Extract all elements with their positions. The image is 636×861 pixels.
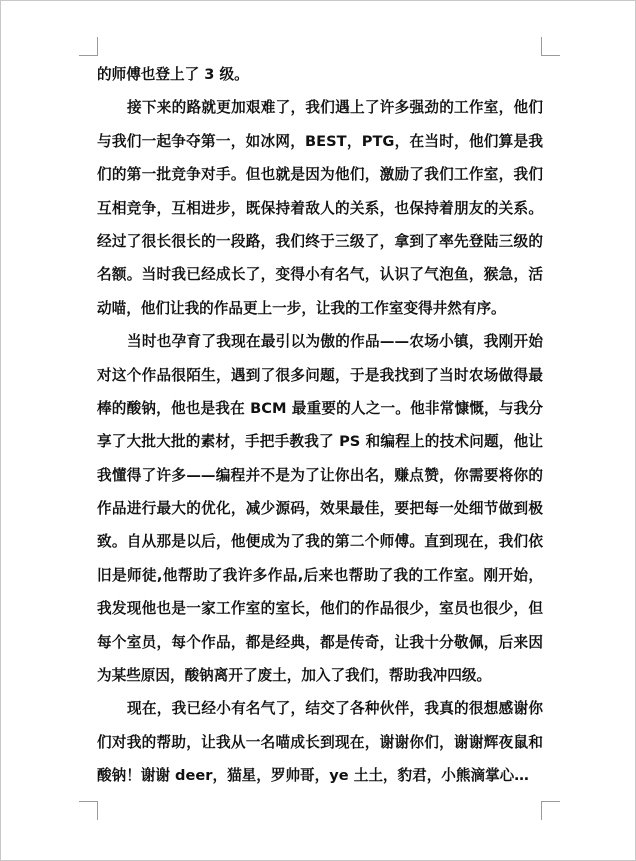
crop-mark-bottom-right: [541, 801, 560, 820]
text-line: 致。自从那是以后，他便成为了我的第二个师傅。直到现在，我们依: [97, 533, 543, 551]
text-line: 与我们一起争夺第一，如冰网，BEST，PTG，在当时，他们算是我: [97, 132, 543, 150]
text-line: 棒的酸钠，他也是我在 BCM 最重要的人之一。他非常慷慨，与我分: [97, 399, 543, 417]
text-line: 对这个作品很陌生，遇到了很多问题，于是我找到了当时农场做得最: [97, 366, 543, 384]
text-line: 互相竞争，互相进步，既保持着敌人的关系，也保持着朋友的关系。: [97, 199, 543, 217]
text-line: 们对我的帮助，让我从一名喵成长到现在，谢谢你们，谢谢辉夜鼠和: [97, 733, 543, 751]
text-line: 享了大批大批的素材，手把手教我了 PS 和编程上的技术问题，他让: [97, 433, 543, 451]
paragraph: [97, 58, 543, 91]
text-line: 们的第一批竞争对手。但也就是因为他们，激励了我们工作室，我们: [97, 166, 543, 184]
crop-mark-top-left: [79, 37, 98, 56]
text-line: 作品进行最大的优化，减少源码，效果最佳，要把每一处细节做到极: [97, 500, 543, 518]
text-line: 名额。当时我已经成长了，变得小有名气，认识了气泡鱼，猴急，活: [97, 266, 543, 284]
text-line: 接下来的路就更加艰难了，我们遇上了许多强劲的工作室，他们: [127, 99, 543, 117]
paragraph: [97, 91, 543, 325]
text-line: 我懂得了许多——编程并不是为了让你出名，赚点赞，你需要将你的: [97, 466, 543, 484]
text-line: 现在，我已经小有名气了，结交了各种伙伴，我真的很想感谢你: [127, 700, 543, 718]
paragraph: [97, 325, 543, 692]
crop-mark-bottom-left: [79, 801, 98, 820]
text-line: 旧是师徒,他帮助了我许多作品,后来也帮助了我的工作室。刚开始，: [97, 566, 543, 584]
text-line: 为某些原因，酸钠离开了废土，加入了我们，帮助我冲四级。: [97, 667, 492, 685]
crop-mark-top-right: [541, 37, 560, 56]
paragraph: [97, 692, 543, 792]
text-line: 我发现他也是一家工作室的室长，他们的作品很少，室员也很少，但: [97, 600, 543, 618]
body-text: [97, 58, 543, 793]
text-line: 的师傅也登上了 3 级。: [97, 66, 249, 83]
text-line: 每个室员，每个作品，都是经典，都是传奇，让我十分敬佩，后来因: [97, 633, 543, 651]
text-line: 动喵，他们让我的作品更上一步，让我的工作室变得井然有序。: [97, 299, 506, 317]
text-line: 当时也孕育了我现在最引以为傲的作品——农场小镇，我刚开始: [127, 333, 543, 351]
text-line: 酸钠！谢谢 deer，猫星，罗帅哥，ye 土土，豹君，小熊滴掌心…: [97, 767, 529, 785]
text-line: 经过了很长很长的一段路，我们终于三级了，拿到了率先登陆三级的: [97, 232, 543, 250]
